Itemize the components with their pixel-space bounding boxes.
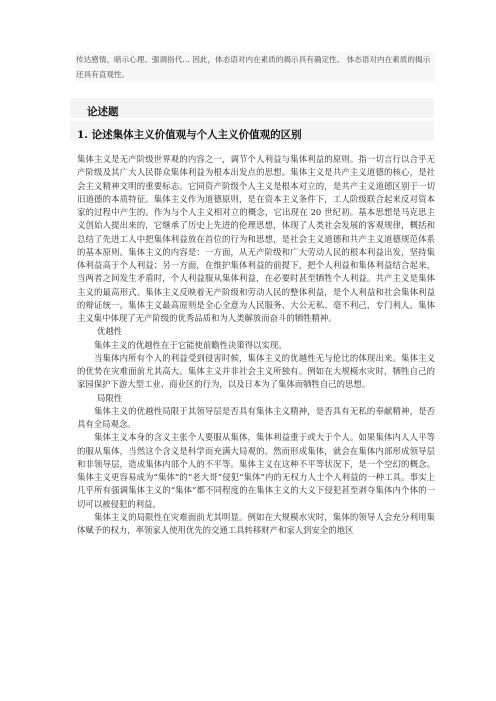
paragraph-limitation-detail: 集体主义本身的含义主张个人要服从集体，集体利益重于或大于个人。如果集体内人人平等的服从集体，当然这个含义是科学而充满大局观的。然而形成集体，就会在集体内部形成领导层和非领导层，造成集体内部个人的不平等。集体主义在这种不平等状况下，是一个空幻的概念。集体主义更容易成为“集体”的“老大哥”侵犯“集体”内的无权力人士个人利益的一种工具。事实上几乎所有强调集体主义的“集体”都不同程度的在集体主义的大义下侵犯甚至剥夺集体内个体的一切可以被侵犯的利益。 (77, 432, 435, 509)
heading-band (70, 98, 434, 118)
question-heading: 1. 论述集体主义价值观与个人主义价值观的区别 (77, 129, 302, 141)
top-note: 传达感情、暗示心理、强调指代… 因此，体态语对内在素质的揭示具有确定性。 体态语对内在素质的揭示还具有直观性。 (76, 52, 436, 82)
section-heading: 论述题 (87, 106, 119, 118)
label-limitations: 局限性 (97, 392, 123, 403)
paragraph-definition: 集体主义是无产阶级世界观的内容之一，调节个人利益与集体利益的原则。指一切言行以合乎无产阶级及其广大人民群众集体利益为根本出发点的思想。集体主义是共产主义道德的核心，是社会主义精神文明的重要标志。它同资产阶级个人主义是根本对立的，是共产主义道德区别于一切旧道德的本质特征。集体主义作为道德原则，是在资本主义条件下，工人阶级联合起来反对资本家的过程中产生的。作为与个人主义相对立的概念，它出现在 20 世纪初。基本思想是马克思主义创始人提出来的，它继承了历史上先进的伦理思想，体现了人类社会发展的客观规律，概括和总结了先进工人中把集体利益放在首位的行为和思想，是社会主义道德和共产主义道德规范体系的基本原则。集体主义的内容是：一方面，从无产阶级和广大劳动人民的根本利益出发，坚持集体利益高于个人利益；另一方面，在维护集体利益的前提下，把个人利益和集体利益结合起来，当两者之间发生矛盾时，个人利益服从集体利益，在必要时甚至牺牲个人利益。共产主义是集体主义的最高形式。集体主义反映着无产阶级和劳动人民的整体利益，是个人利益和社会集体利益的辩证统一。集体主义最高原则是全心全意为人民服务、大公无私、毫不利己，专门利人。集体主义集中体现了无产阶级的优秀品质和为人类解放而奋斗的牺牲精神。 (77, 154, 435, 323)
paragraph-advantage-summary: 集体主义的优越性在于它能使前瞻性决策得以实现。 (94, 339, 287, 350)
body-text (77, 153, 435, 537)
paragraph-advantage-detail: 当集体内所有个人的利益受到侵害时候，集体主义的优越性无与伦比的体现出来。集体主义的优势在灾难面前尤其高大。集体主义并非社会主义所独有。例如在大规模水灾时，牺牲自己的家园保护下游大型工业、商业区的行为，以及日本为了集体而牺牲自己的思想。 (77, 352, 435, 390)
paragraph-limitation-summary: 集体主义的优越性局限于其领导层是否具有集体主义精神，是否具有无私的奉献精神，是否具有全局观念。 (77, 405, 435, 429)
label-advantages: 优越性 (97, 326, 123, 337)
paragraph-limitation-disaster: 集体主义的局限性在灾难面前尤其明显。例如在大规模水灾时，集体的领导人会充分利用集体赋予的权力，率领家人使用优先的交通工具转移财产和家人到安全的地区 (77, 511, 435, 535)
